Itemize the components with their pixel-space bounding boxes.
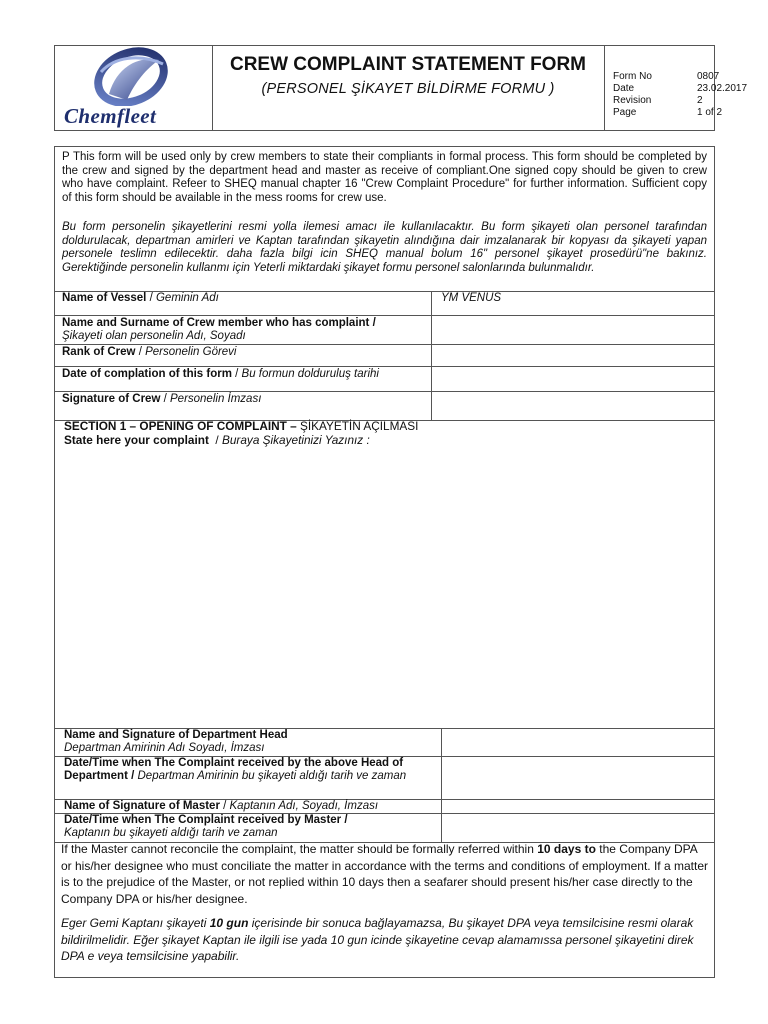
field-value-rank[interactable]	[441, 347, 701, 363]
escalation-note-turkish: Eger Gemi Kaptanı şikayeti 10 gun içerisinde bir sonuca bağlayamazsa, Bu şikayet DPA veya temsilcisine resmi olarak bildirilmelidir. Eğer şikayet Kaptan ile ilgili ise yada 10 gun icinde şikayetine cevap alamamıssa personel şikayetini direk DPA e veya temsilcisine yapabilir.	[61, 916, 694, 964]
field-label-vessel: Name of Vessel / Geminin Adı	[62, 292, 219, 304]
divider	[55, 366, 714, 367]
complaint-form	[54, 146, 715, 978]
intro-turkish: Bu form personelin şikayetlerini resmi yolla ilemesi amacı ile kullanılacaktır. Bu form şikayeti olan personel tarafından doldurulacak, departman amirleri ve Kaptan tarafından şikayetin alındığına dair imzalanarak bir kopyası da şikayeti yapan personele teslimn edilecektir. daha fazla bilgi icin SHEQ manual bolum 16" personel şikayet prosedürü"ne bakınız. Gerektiğinde personelin kullanmı için Yeterli miktardaki şikayet formu personel salonlarında bulunmalıdır.	[62, 221, 707, 274]
column-divider	[431, 291, 432, 420]
signoff-dept-head-date-field[interactable]	[447, 759, 705, 795]
field-label-rank: Rank of Crew / Personelin Görevi	[62, 346, 237, 358]
logo-cell	[55, 46, 213, 130]
title-cell	[212, 46, 605, 130]
signoff-dept-head-date-label: Date/Time when The Complaint received by the above Head of Department / Departman Amirinin bu şikayeti aldığı tarih ve zaman	[64, 757, 407, 782]
field-value-crew-name[interactable]	[441, 319, 701, 339]
divider	[55, 315, 714, 316]
form-header	[54, 45, 748, 131]
field-value-vessel[interactable]: YM VENUS	[441, 292, 502, 304]
complaint-text-area[interactable]	[61, 452, 706, 722]
page-title: CREW COMPLAINT STATEMENT FORM	[229, 54, 587, 75]
chemfleet-logo-icon	[55, 46, 212, 106]
field-label-signature: Signature of Crew / Personelin İmzası	[62, 393, 262, 405]
escalation-note-english: If the Master cannot reconcile the complaint, the matter should be formally referred within 10 days to the Company DPA or his/her designee who must conciliate the matter in accordance with the terms and conditions of employment. If a matter is to the prejudice of the Master, or not replied within 10 days then a seafarer should present his/her case directly to the Company DPA or his/her designee.	[61, 842, 708, 906]
field-label-crew-name: Name and Surname of Crew member who has complaint / Şikayeti olan personelin Adı, Soyadı	[62, 317, 376, 342]
signoff-master-date-field[interactable]	[447, 816, 705, 838]
signoff-dept-head-label: Name and Signature of Department Head Departman Amirinin Adı Soyadı, İmzası	[64, 729, 288, 754]
signoff-dept-head-field[interactable]	[447, 731, 705, 753]
document-meta: Form No 0807 Date 23.02.2017 Revision 2 Page 1 of 2	[613, 71, 748, 118]
field-value-signature[interactable]	[441, 394, 701, 416]
column-divider	[441, 728, 442, 842]
intro-english: P This form will be used only by crew members to state their compliants in formal process. This form should be completed by the crew and signed by the department head and master as receive of compliant.One signed copy should be given to crew who have complaint. Refeer to SHEQ manual chapter 16 "Crew Complaint Procedure" for further information. Sufficient copy of this form should be available in the mess rooms for crew use.	[62, 151, 707, 204]
page-subtitle: (PERSONEL ŞİKAYET BİLDİRME FORMU )	[261, 81, 555, 97]
section-1-heading: SECTION 1 – OPENING OF COMPLAINT – ŞİKAYETİN AÇILMASI State here your complaint / Buraya Şikayetinizi Yazınız :	[64, 419, 419, 447]
signoff-master-label: Name of Signature of Master / Kaptanın Adı, Soyadı, İmzası	[64, 800, 379, 812]
divider	[55, 391, 714, 392]
field-value-completion-date[interactable]	[441, 369, 701, 387]
divider	[55, 344, 714, 345]
field-label-completion-date: Date of complation of this form / Bu formun dolduruluş tarihi	[62, 368, 379, 380]
signoff-master-field[interactable]	[447, 801, 705, 811]
signoff-master-date-label: Date/Time when The Complaint received by Master / Kaptanın bu şikayeti aldığı tarih ve zaman	[64, 814, 348, 839]
logo-wordmark: Chemfleet	[64, 104, 157, 128]
